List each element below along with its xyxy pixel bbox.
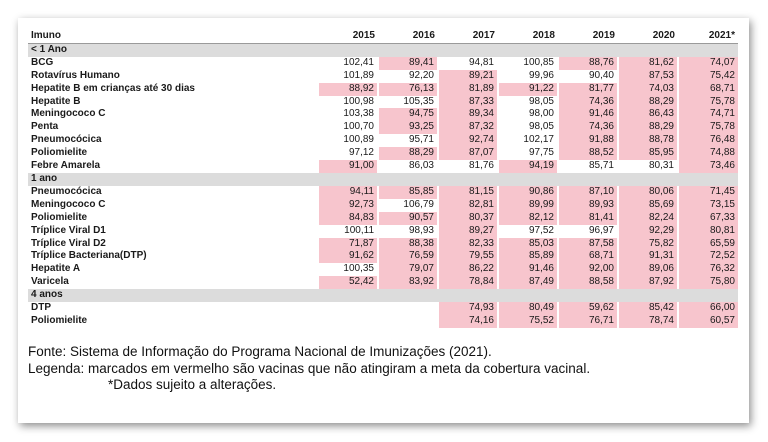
coverage-cell-below-target: 88,58 bbox=[558, 276, 618, 289]
coverage-cell: 100,98 bbox=[318, 96, 378, 109]
vaccine-name: Tríplice Viral D2 bbox=[31, 237, 106, 249]
coverage-cell-below-target: 80,06 bbox=[618, 186, 678, 199]
coverage-cell-below-target: 85,42 bbox=[618, 302, 678, 315]
coverage-cell-below-target: 89,93 bbox=[558, 199, 618, 212]
coverage-cell-below-target: 85,89 bbox=[498, 250, 558, 263]
vaccine-name: Hepatite A bbox=[31, 263, 81, 275]
coverage-cell-below-target: 86,22 bbox=[438, 263, 498, 276]
coverage-cell-below-target: 74,88 bbox=[678, 147, 738, 160]
vaccine-name: Penta bbox=[31, 121, 59, 133]
coverage-cell-below-target: 87,32 bbox=[438, 121, 498, 134]
coverage-cell-below-target: 76,32 bbox=[678, 263, 738, 276]
legend-note: Legenda: marcados em vermelho são vacinas que não atingiram a meta da cobertura vacinal. bbox=[28, 360, 591, 376]
coverage-cell: 96,97 bbox=[558, 225, 618, 238]
table-row bbox=[28, 186, 738, 199]
coverage-cell-below-target: 94,11 bbox=[318, 186, 378, 199]
coverage-cell-below-target: 81,15 bbox=[438, 186, 498, 199]
coverage-cell-below-target: 71,87 bbox=[318, 238, 378, 251]
coverage-cell-below-target: 60,57 bbox=[678, 315, 738, 328]
coverage-cell: 81,76 bbox=[438, 160, 498, 173]
header-year: 2018 bbox=[498, 30, 558, 43]
coverage-cell-below-target: 91,88 bbox=[558, 134, 618, 147]
vaccine-name: Varicela bbox=[31, 276, 69, 288]
header-year: 2021* bbox=[678, 30, 738, 43]
vaccine-name: Hepatite B bbox=[31, 95, 81, 107]
footnote: *Dados sujeito a alterações. bbox=[108, 377, 277, 392]
coverage-cell-below-target: 91,62 bbox=[318, 250, 378, 263]
coverage-cell: 100,89 bbox=[318, 134, 378, 147]
coverage-cell-below-target: 73,15 bbox=[678, 199, 738, 212]
coverage-cell: 97,52 bbox=[498, 225, 558, 238]
coverage-cell-below-target: 75,78 bbox=[678, 121, 738, 134]
coverage-cell-below-target: 92,00 bbox=[558, 263, 618, 276]
coverage-cell-below-target: 75,78 bbox=[678, 96, 738, 109]
coverage-cell-below-target: 76,48 bbox=[678, 134, 738, 147]
coverage-cell-below-target: 68,71 bbox=[558, 250, 618, 263]
coverage-cell: 101,89 bbox=[318, 70, 378, 83]
coverage-cell-below-target: 91,22 bbox=[498, 83, 558, 96]
coverage-cell: 90,40 bbox=[558, 70, 618, 83]
coverage-cell-below-target: 74,93 bbox=[438, 302, 498, 315]
coverage-cell-below-target: 81,89 bbox=[438, 83, 498, 96]
table-row bbox=[28, 160, 738, 173]
coverage-cell-below-target: 71,45 bbox=[678, 186, 738, 199]
coverage-cell-below-target: 87,07 bbox=[438, 147, 498, 160]
coverage-cell-below-target: 81,41 bbox=[558, 212, 618, 225]
coverage-cell: 102,41 bbox=[318, 57, 378, 70]
coverage-cell-below-target: 91,46 bbox=[558, 108, 618, 121]
coverage-cell: 85,71 bbox=[558, 160, 618, 173]
coverage-cell-below-target: 78,84 bbox=[438, 276, 498, 289]
coverage-cell-below-target: 74,36 bbox=[558, 121, 618, 134]
coverage-cell-below-target: 87,53 bbox=[618, 70, 678, 83]
table-body bbox=[28, 43, 738, 327]
coverage-cell: 97,12 bbox=[318, 147, 378, 160]
coverage-cell-below-target: 65,59 bbox=[678, 238, 738, 251]
coverage-cell-below-target: 78,74 bbox=[618, 315, 678, 328]
coverage-cell-below-target: 74,16 bbox=[438, 315, 498, 328]
table-row bbox=[28, 315, 738, 328]
coverage-cell-below-target: 75,82 bbox=[618, 238, 678, 251]
coverage-cell: 98,05 bbox=[498, 121, 558, 134]
coverage-cell bbox=[318, 302, 378, 315]
coverage-cell-below-target: 84,83 bbox=[318, 212, 378, 225]
coverage-cell-below-target: 94,75 bbox=[378, 108, 438, 121]
header-year: 2020 bbox=[618, 30, 678, 43]
coverage-cell-below-target: 87,49 bbox=[498, 276, 558, 289]
coverage-cell-below-target: 76,13 bbox=[378, 83, 438, 96]
coverage-cell-below-target: 85,69 bbox=[618, 199, 678, 212]
coverage-cell-below-target: 52,42 bbox=[318, 276, 378, 289]
header-year: 2015 bbox=[318, 30, 378, 43]
coverage-cell: 100,11 bbox=[318, 225, 378, 238]
coverage-cell-below-target: 88,78 bbox=[618, 134, 678, 147]
coverage-cell-below-target: 92,73 bbox=[318, 199, 378, 212]
coverage-cell-below-target: 85,85 bbox=[378, 186, 438, 199]
coverage-cell-below-target: 90,86 bbox=[498, 186, 558, 199]
table-row bbox=[28, 70, 738, 83]
coverage-cell-below-target: 75,80 bbox=[678, 276, 738, 289]
coverage-cell-below-target: 91,00 bbox=[318, 160, 378, 173]
coverage-cell-below-target: 89,27 bbox=[438, 225, 498, 238]
coverage-cell-below-target: 88,29 bbox=[618, 96, 678, 109]
coverage-cell: 98,05 bbox=[498, 96, 558, 109]
coverage-cell-below-target: 89,34 bbox=[438, 108, 498, 121]
coverage-cell: 100,85 bbox=[498, 57, 558, 70]
vaccine-name: Hepatite B em crianças até 30 dias bbox=[31, 82, 195, 94]
coverage-cell-below-target: 93,25 bbox=[378, 121, 438, 134]
table-row bbox=[28, 212, 738, 225]
coverage-cell-below-target: 76,59 bbox=[378, 250, 438, 263]
table-row bbox=[28, 147, 738, 160]
coverage-cell-below-target: 88,38 bbox=[378, 238, 438, 251]
coverage-cell: 92,20 bbox=[378, 70, 438, 83]
coverage-cell-below-target: 88,29 bbox=[378, 147, 438, 160]
coverage-cell-below-target: 87,33 bbox=[438, 96, 498, 109]
coverage-cell-below-target: 83,92 bbox=[378, 276, 438, 289]
coverage-cell bbox=[378, 302, 438, 315]
coverage-cell-below-target: 66,00 bbox=[678, 302, 738, 315]
source-note: Fonte: Sistema de Informação do Programa Nacional de Imunizações (2021). bbox=[28, 344, 492, 359]
coverage-cell bbox=[318, 315, 378, 328]
age-group-row bbox=[28, 173, 738, 186]
coverage-cell: 105,35 bbox=[378, 96, 438, 109]
vaccine-name: Rotavírus Humano bbox=[31, 69, 120, 81]
coverage-cell-below-target: 91,46 bbox=[498, 263, 558, 276]
coverage-cell-below-target: 75,42 bbox=[678, 70, 738, 83]
coverage-cell-below-target: 89,06 bbox=[618, 263, 678, 276]
age-group-row bbox=[28, 43, 738, 56]
vaccination-coverage-table bbox=[28, 30, 738, 328]
vaccine-name: Tríplice Viral D1 bbox=[31, 224, 106, 236]
table-row bbox=[28, 302, 738, 315]
coverage-cell-below-target: 82,24 bbox=[618, 212, 678, 225]
coverage-cell-below-target: 74,36 bbox=[558, 96, 618, 109]
coverage-cell-below-target: 92,74 bbox=[438, 134, 498, 147]
vaccine-name: BCG bbox=[31, 56, 54, 68]
coverage-cell: 100,70 bbox=[318, 121, 378, 134]
coverage-cell: 80,31 bbox=[618, 160, 678, 173]
vaccine-name: Pneumocócica bbox=[31, 134, 102, 146]
coverage-cell-below-target: 90,57 bbox=[378, 212, 438, 225]
document-card bbox=[18, 18, 749, 423]
table-header-row bbox=[28, 30, 738, 43]
table-row bbox=[28, 276, 738, 289]
coverage-cell-below-target: 80,49 bbox=[498, 302, 558, 315]
coverage-cell-below-target: 89,21 bbox=[438, 70, 498, 83]
coverage-cell-below-target: 80,81 bbox=[678, 225, 738, 238]
coverage-cell: 95,71 bbox=[378, 134, 438, 147]
coverage-cell-below-target: 74,07 bbox=[678, 57, 738, 70]
coverage-cell-below-target: 86,43 bbox=[618, 108, 678, 121]
vaccine-name: Meningococo C bbox=[31, 108, 106, 120]
coverage-cell-below-target: 74,71 bbox=[678, 108, 738, 121]
header-year: 2016 bbox=[378, 30, 438, 43]
coverage-cell: 98,00 bbox=[498, 108, 558, 121]
coverage-cell-below-target: 68,71 bbox=[678, 83, 738, 96]
table-row bbox=[28, 250, 738, 263]
coverage-cell: 97,75 bbox=[498, 147, 558, 160]
table-row bbox=[28, 121, 738, 134]
coverage-cell-below-target: 82,12 bbox=[498, 212, 558, 225]
coverage-cell-below-target: 87,92 bbox=[618, 276, 678, 289]
coverage-cell-below-target: 89,41 bbox=[378, 57, 438, 70]
coverage-cell bbox=[378, 315, 438, 328]
table-row bbox=[28, 83, 738, 96]
coverage-cell-below-target: 73,46 bbox=[678, 160, 738, 173]
coverage-cell-below-target: 82,33 bbox=[438, 238, 498, 251]
coverage-cell-below-target: 85,95 bbox=[618, 147, 678, 160]
coverage-cell-below-target: 94,19 bbox=[498, 160, 558, 173]
table-row bbox=[28, 225, 738, 238]
coverage-cell: 99,96 bbox=[498, 70, 558, 83]
coverage-cell-below-target: 91,31 bbox=[618, 250, 678, 263]
table-row bbox=[28, 134, 738, 147]
coverage-cell-below-target: 76,71 bbox=[558, 315, 618, 328]
coverage-cell: 98,93 bbox=[378, 225, 438, 238]
age-group-row bbox=[28, 289, 738, 302]
age-group-label: < 1 Ano bbox=[28, 43, 738, 56]
coverage-cell-below-target: 82,81 bbox=[438, 199, 498, 212]
coverage-cell-below-target: 85,03 bbox=[498, 238, 558, 251]
header-year: 2019 bbox=[558, 30, 618, 43]
coverage-cell-below-target: 81,77 bbox=[558, 83, 618, 96]
vaccine-name: Pneumocócica bbox=[31, 185, 102, 197]
table-row bbox=[28, 238, 738, 251]
age-group-label: 4 anos bbox=[28, 289, 738, 302]
coverage-cell-below-target: 88,76 bbox=[558, 57, 618, 70]
vaccine-name: Meningococo C bbox=[31, 198, 106, 210]
table-row bbox=[28, 199, 738, 212]
coverage-cell-below-target: 88,92 bbox=[318, 83, 378, 96]
coverage-cell: 103,38 bbox=[318, 108, 378, 121]
coverage-cell: 100,35 bbox=[318, 263, 378, 276]
vaccine-name: Febre Amarela bbox=[31, 160, 101, 172]
coverage-cell-below-target: 81,62 bbox=[618, 57, 678, 70]
coverage-cell-below-target: 92,29 bbox=[618, 225, 678, 238]
table-row bbox=[28, 96, 738, 109]
vaccine-name: Tríplice Bacteriana(DTP) bbox=[31, 250, 147, 262]
coverage-cell-below-target: 88,29 bbox=[618, 121, 678, 134]
table-row bbox=[28, 57, 738, 70]
vaccine-name: Poliomielite bbox=[31, 147, 88, 159]
coverage-cell-below-target: 87,58 bbox=[558, 238, 618, 251]
coverage-cell: 94,81 bbox=[438, 57, 498, 70]
coverage-cell-below-target: 75,52 bbox=[498, 315, 558, 328]
coverage-cell-below-target: 80,37 bbox=[438, 212, 498, 225]
age-group-label: 1 ano bbox=[28, 173, 738, 186]
header-year: 2017 bbox=[438, 30, 498, 43]
header-imuno: Imuno bbox=[28, 30, 318, 43]
vaccine-name: Poliomielite bbox=[31, 211, 88, 223]
coverage-cell-below-target: 72,52 bbox=[678, 250, 738, 263]
coverage-cell: 102,17 bbox=[498, 134, 558, 147]
coverage-cell: 86,03 bbox=[378, 160, 438, 173]
vaccine-name: Poliomielite bbox=[31, 314, 88, 326]
coverage-cell-below-target: 88,52 bbox=[558, 147, 618, 160]
coverage-cell-below-target: 79,55 bbox=[438, 250, 498, 263]
coverage-cell-below-target: 87,10 bbox=[558, 186, 618, 199]
vaccine-name: DTP bbox=[31, 302, 51, 314]
coverage-cell-below-target: 59,62 bbox=[558, 302, 618, 315]
coverage-cell-below-target: 67,33 bbox=[678, 212, 738, 225]
coverage-cell-below-target: 79,07 bbox=[378, 263, 438, 276]
coverage-cell-below-target: 89,99 bbox=[498, 199, 558, 212]
table-notes bbox=[28, 344, 590, 394]
coverage-cell: 106,79 bbox=[378, 199, 438, 212]
table-row bbox=[28, 108, 738, 121]
coverage-cell-below-target: 74,03 bbox=[618, 83, 678, 96]
table-row bbox=[28, 263, 738, 276]
